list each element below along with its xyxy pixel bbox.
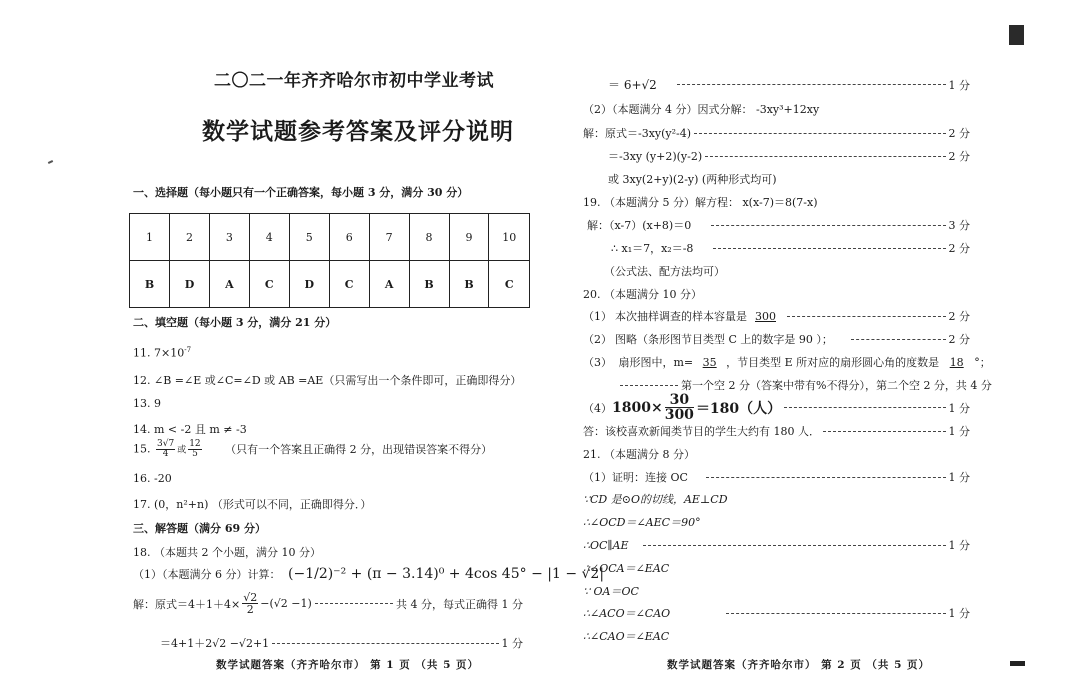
- answer-cell: C: [249, 261, 289, 308]
- solution-label: 解：原式＝4＋1＋4×: [133, 597, 241, 611]
- solution-19-step2: [611, 240, 970, 256]
- score: 3 分: [948, 219, 970, 232]
- dotted-leader: [272, 643, 498, 644]
- proof-21-step1: [583, 469, 970, 485]
- solution-fraction: [242, 592, 258, 615]
- solution-rest: −(√2 −1): [260, 597, 312, 610]
- score: 1 分: [948, 471, 970, 484]
- dotted-leader: [677, 84, 946, 85]
- section-choice-heading: 一、选择题（每小题只有一个正确答案，每小题 3 分，满分 30 分）: [133, 186, 469, 199]
- answer-cell: C: [489, 261, 530, 308]
- dotted-leader: [823, 431, 946, 432]
- score: 2 分: [948, 150, 970, 163]
- solution-20-1: [583, 308, 970, 324]
- question-18-1-label: （1）（本题满分 6 分）计算：: [133, 568, 281, 581]
- score: 1 分: [948, 607, 970, 620]
- fraction-numerator: √2: [243, 591, 258, 604]
- score: 1 分: [948, 401, 970, 415]
- section-fill-heading: 二、填空题（每小题 3 分，满分 21 分）: [133, 316, 337, 329]
- question-number: 9: [449, 214, 489, 261]
- answer-q11-text: 11. 7×10: [133, 346, 185, 360]
- answer-q11-exponent: -7: [184, 346, 192, 354]
- score-note: 共 4 分，每式正确得 1 分: [396, 597, 523, 611]
- answer-cell: C: [329, 261, 369, 308]
- section-solve-heading: 三、解答题（满分 69 分）: [133, 522, 266, 535]
- score: 1 分: [948, 539, 970, 552]
- question-18-heading: 18. （本题共 2 个小题，满分 10 分）: [133, 546, 321, 559]
- solution-20-answer: [583, 423, 970, 439]
- solution-step: 解：原式＝-3xy(y²-4): [583, 127, 692, 140]
- question-21: 21. （本题满分 8 分）: [583, 448, 695, 461]
- question-number-row: [130, 214, 530, 261]
- solution-20-3: [583, 354, 991, 370]
- answer-q15-or: 或: [177, 445, 187, 456]
- scan-mark-top-right: [1009, 25, 1024, 45]
- answer-statement: 答：该校喜欢新闻类节目的学生大约有 180 人．: [583, 425, 820, 438]
- part-label: （2）: [583, 333, 612, 346]
- answer-cell: D: [169, 261, 209, 308]
- calc-start: 1800×: [612, 399, 663, 416]
- solution-18-2-step1: [583, 125, 970, 141]
- dotted-leader: [620, 385, 678, 386]
- dotted-leader: [315, 603, 393, 604]
- proof-step: ∴∠ACO＝∠CAO: [583, 607, 671, 620]
- answer-q13: 13. 9: [133, 397, 161, 410]
- solution-20-3-scoring: [617, 377, 992, 393]
- fraction-denominator: 4: [162, 449, 169, 459]
- solution-19-note: （公式法、配方法均可）: [604, 265, 725, 278]
- answer-cell: A: [209, 261, 249, 308]
- solution-18-1-result: [608, 76, 970, 93]
- answer-cell: D: [289, 261, 329, 308]
- dotted-leader: [694, 133, 945, 134]
- score: 2 分: [948, 310, 970, 323]
- solution-18-1-step1: [133, 592, 523, 615]
- question-number: 7: [369, 214, 409, 261]
- dotted-leader: [705, 156, 945, 157]
- solution-step: ∴ x₁＝7，x₂＝-8: [611, 242, 694, 255]
- solution-18-1-step2: [160, 635, 523, 651]
- fraction-denominator: 5: [192, 449, 198, 459]
- proof-step: （1）证明：连接 OC: [583, 471, 688, 484]
- answer-blank: 300: [755, 309, 776, 323]
- question-number: 2: [169, 214, 209, 261]
- fraction-denominator: 300: [664, 407, 694, 423]
- proof-21-step5: ∴∠OCA＝∠EAC: [583, 562, 670, 575]
- answer-blank-m: 35: [702, 356, 717, 369]
- part-label: （1）: [583, 310, 612, 323]
- part-label: （4）: [583, 401, 612, 415]
- question-18-2: （2）（本题满分 4 分）因式分解： -3xy³+12xy: [583, 103, 820, 116]
- part-text: 图略（条形图节目类型 C 上的数字是 90 ）；: [615, 333, 833, 346]
- score: 1 分: [948, 425, 970, 438]
- answer-q15-note: （只有一个答案且正确得 2 分，出现错误答案不得分）: [225, 442, 493, 456]
- dotted-leader: [787, 316, 946, 317]
- scan-speck: [48, 160, 53, 164]
- question-20: 20. （本题满分 10 分）: [583, 288, 702, 301]
- question-18-1: [133, 566, 604, 582]
- dotted-leader: [713, 248, 945, 249]
- page-footer-2: 数学试题答案（齐齐哈尔市） 第 2 页 （共 5 页）: [667, 659, 931, 671]
- calc-fraction: [665, 393, 694, 422]
- score-note: 第一个空 2 分（答案中带有%不得分），第二个空 2 分，共 4 分: [681, 379, 992, 392]
- question-number: 8: [409, 214, 449, 261]
- choice-answer-table: [129, 213, 530, 308]
- score: 1 分: [501, 637, 523, 650]
- solution-step: ＝ 6+√2: [608, 78, 657, 92]
- question-number: 5: [289, 214, 329, 261]
- dotted-leader: [706, 477, 946, 478]
- proof-21-step7: [583, 605, 970, 621]
- proof-21-step2: ∵CD 是⊙O的切线，AE⊥CD: [583, 493, 728, 506]
- solution-step: 解：（x-7）(x+8)＝0: [587, 219, 692, 232]
- answer-q15-fraction-2: [188, 440, 201, 459]
- scan-mark-bottom-right: [1010, 661, 1025, 666]
- proof-21-step4: [583, 537, 970, 553]
- score: 1 分: [948, 78, 970, 92]
- score: 2 分: [948, 127, 970, 140]
- calc-result: ＝180（人）: [695, 400, 782, 417]
- question-number: 6: [329, 214, 369, 261]
- dotted-leader: [643, 545, 946, 546]
- question-number: 4: [249, 214, 289, 261]
- fraction-numerator: 12: [189, 439, 201, 449]
- dotted-leader: [851, 339, 946, 340]
- answer-q15-fraction-1: [156, 440, 175, 459]
- part-label: （3）: [583, 356, 612, 369]
- solution-20-2: [583, 331, 970, 347]
- answer-blank-angle: 18: [949, 356, 964, 369]
- answer-q14: 14. m < -2 且 m ≠ -3: [133, 423, 247, 436]
- part-text: 扇形图中，m=: [618, 356, 694, 369]
- fraction-numerator: 3√7: [157, 439, 175, 449]
- solution-18-2-alt: 或 3xy(2+y)(2-y) (两种形式均可): [608, 173, 777, 186]
- answer-q12: 12. ∠B =∠E 或∠C=∠D 或 AB =AE（只需写出一个条件即可，正确即得分）: [133, 374, 522, 387]
- proof-step: ∴OC∥AE: [583, 538, 629, 552]
- proof-21-step8: ∴∠CAO＝∠EAC: [583, 630, 670, 643]
- answer-cell: B: [449, 261, 489, 308]
- solution-20-4: [583, 393, 970, 422]
- score: 2 分: [948, 242, 970, 255]
- question-number: 1: [130, 214, 170, 261]
- question-19: 19. （本题满分 5 分）解方程： x(x-7)＝8(7-x): [583, 196, 818, 209]
- answer-q15: [133, 440, 492, 459]
- proof-21-step6: ∵ OA＝OC: [583, 585, 639, 598]
- part-text: 本次抽样调查的样本容量是: [615, 310, 747, 323]
- answer-q15-label: 15.: [133, 442, 151, 456]
- document-title: 数学试题参考答案及评分说明: [202, 118, 514, 145]
- question-number: 3: [209, 214, 249, 261]
- solution-step: ＝4+1＋2√2 −√2+1: [160, 637, 270, 650]
- exam-title: 二〇二一年齐齐哈尔市初中学业考试: [214, 71, 494, 91]
- answer-q11: [133, 346, 191, 360]
- score: 2 分: [948, 333, 970, 346]
- answer-cell: A: [369, 261, 409, 308]
- answer-q17: 17. (0，n²+n) （形式可以不同，正确即得分．）: [133, 498, 372, 511]
- answer-cell: B: [409, 261, 449, 308]
- question-number: 10: [489, 214, 530, 261]
- question-18-1-expression: (−1/2)⁻² + (π − 3.14)⁰ + 4cos 45° − |1 − √2|: [288, 566, 605, 582]
- dotted-leader: [784, 407, 945, 408]
- dotted-leader: [711, 225, 945, 226]
- answer-q16: 16. -20: [133, 472, 172, 485]
- page-footer-1: 数学试题答案（齐齐哈尔市） 第 1 页 （共 5 页）: [216, 659, 480, 671]
- solution-19-step1: [587, 217, 970, 233]
- part-text: °；: [974, 356, 991, 369]
- fraction-numerator: 30: [665, 393, 694, 408]
- proof-21-step3: ∴∠OCD＝∠AEC＝90°: [583, 516, 701, 529]
- solution-step: ＝-3xy (y+2)(y-2): [608, 150, 703, 163]
- part-text: ，节目类型 E 所对应的扇形圆心角的度数是: [726, 356, 940, 369]
- answer-row: [130, 261, 530, 308]
- solution-18-2-step2: [608, 148, 970, 164]
- dotted-leader: [726, 613, 945, 614]
- answer-cell: B: [130, 261, 170, 308]
- fraction-denominator: 2: [246, 603, 254, 616]
